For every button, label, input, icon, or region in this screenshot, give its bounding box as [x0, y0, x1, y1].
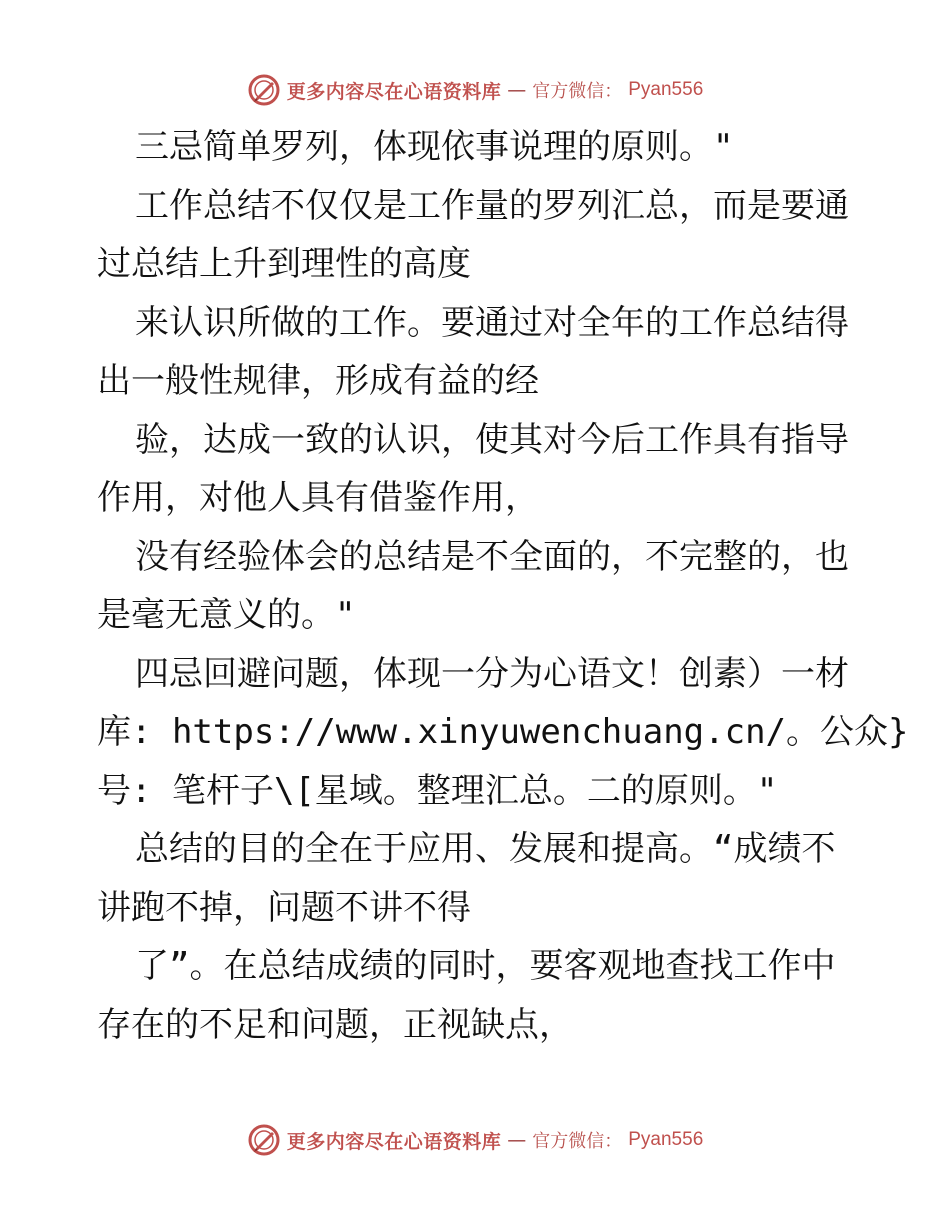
header-banner: [0, 70, 950, 110]
text-line: 存在的不足和问题，正视缺点，: [97, 1004, 573, 1045]
text-line: 作用，对他人具有借鉴作用，: [97, 478, 539, 518]
body-text: [97, 118, 909, 1054]
text-line: 没有经验体会的总结是不全面的，不完整的，也: [135, 536, 849, 577]
banner-brand-text: 更多内容尽在心语资料库: [286, 1130, 502, 1153]
text-line-url: 库: https://www.xinyuwenchuang.cn/。公众}: [97, 712, 909, 752]
banner-dash: —: [507, 79, 527, 101]
banner-wechat-id: Pyan556: [628, 79, 704, 100]
text-line: 了”。在总结成绩的同时，要客观地查找工作中: [135, 946, 836, 986]
banner-dash: —: [507, 1129, 527, 1151]
text-line: 三忌简单罗列，体现依事说理的原则。": [135, 127, 734, 167]
pen-logo-icon: [247, 1123, 281, 1157]
banner-wechat-label: 官方微信：: [532, 81, 623, 102]
text-line: 讲跑不掉，问题不讲不得: [97, 887, 471, 928]
text-line: 工作总结不仅仅是工作量的罗列汇总，而是要通: [135, 185, 849, 226]
text-line: 来认识所做的工作。要通过对全年的工作总结得: [135, 302, 849, 343]
text-line: 过总结上升到理性的高度: [97, 244, 471, 284]
text-line: 是毫无意义的。": [97, 595, 356, 635]
text-line: 验，达成一致的认识，使其对今后工作具有指导: [135, 419, 849, 460]
banner-wechat-id: Pyan556: [628, 1129, 704, 1150]
text-line: 四忌回避问题，体现一分为心语文！创素）一材: [135, 653, 849, 694]
text-line: 出一般性规律，形成有益的经: [97, 361, 539, 401]
text-line: 总结的目的全在于应用、发展和提高。“成绩不: [135, 829, 836, 869]
banner-wechat-label: 官方微信：: [532, 1131, 623, 1152]
footer-banner: [0, 1120, 950, 1160]
pen-logo-icon: [247, 73, 281, 107]
banner-brand-text: 更多内容尽在心语资料库: [286, 80, 502, 103]
text-line: 号: 笔杆子\[星域。整理汇总。二的原则。": [97, 770, 778, 811]
